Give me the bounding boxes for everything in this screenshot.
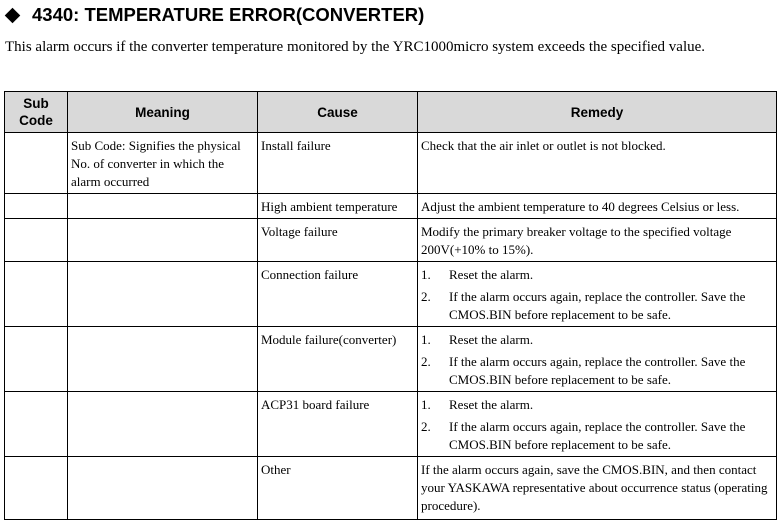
cause-cell: Module failure(converter) — [258, 327, 418, 392]
remedy-cell — [418, 392, 777, 457]
remedy-cell: If the alarm occurs again, save the CMOS.BIN, and then contact your YASKAWA representative about occurrence status (operating procedure). — [418, 457, 777, 520]
subcode-cell — [5, 262, 68, 327]
remedy-step — [421, 288, 772, 324]
step-number: 2. — [421, 354, 431, 369]
step-number: 1. — [421, 267, 431, 282]
cause-cell: High ambient temperature — [258, 194, 418, 219]
cause-cell: Connection failure — [258, 262, 418, 327]
cause-cell: ACP31 board failure — [258, 392, 418, 457]
step-text: If the alarm occurs again, replace the controller. Save the CMOS.BIN before replacement to be safe. — [449, 289, 746, 322]
diamond-bullet-icon — [5, 7, 21, 23]
table-row — [5, 327, 777, 392]
alarm-table — [4, 91, 777, 520]
subcode-cell — [5, 133, 68, 194]
remedy-cell — [418, 327, 777, 392]
header-subcode: Sub Code — [5, 92, 68, 133]
header-meaning: Meaning — [68, 92, 258, 133]
step-number: 2. — [421, 419, 431, 434]
step-text: Reset the alarm. — [449, 267, 534, 282]
table-row — [5, 457, 777, 520]
table-row — [5, 219, 777, 262]
table-row — [5, 194, 777, 219]
remedy-cell: Adjust the ambient temperature to 40 degrees Celsius or less. — [418, 194, 777, 219]
header-cause: Cause — [258, 92, 418, 133]
meaning-cell — [68, 392, 258, 457]
cause-cell: Install failure — [258, 133, 418, 194]
remedy-cell: Check that the air inlet or outlet is not blocked. — [418, 133, 777, 194]
subcode-cell — [5, 327, 68, 392]
cause-cell: Other — [258, 457, 418, 520]
meaning-cell — [68, 457, 258, 520]
step-text: If the alarm occurs again, replace the controller. Save the CMOS.BIN before replacement to be safe. — [449, 419, 746, 452]
remedy-steps — [421, 396, 772, 454]
remedy-cell — [418, 262, 777, 327]
subcode-cell — [5, 392, 68, 457]
step-number: 2. — [421, 289, 431, 304]
alarm-heading — [4, 3, 424, 27]
header-remedy: Remedy — [418, 92, 777, 133]
step-number: 1. — [421, 332, 431, 347]
remedy-step — [421, 396, 772, 414]
meaning-cell — [68, 219, 258, 262]
meaning-cell — [68, 194, 258, 219]
remedy-steps — [421, 331, 772, 389]
remedy-steps — [421, 266, 772, 324]
subcode-cell — [5, 457, 68, 520]
alarm-title: 4340: TEMPERATURE ERROR(CONVERTER) — [32, 4, 425, 25]
table-row — [5, 133, 777, 194]
step-text: Reset the alarm. — [449, 332, 534, 347]
meaning-cell — [68, 327, 258, 392]
remedy-step — [421, 266, 772, 284]
step-number: 1. — [421, 397, 431, 412]
remedy-step — [421, 331, 772, 349]
subcode-cell — [5, 194, 68, 219]
alarm-description: This alarm occurs if the converter temperature monitored by the YRC1000micro system exceeds the specified value. — [5, 39, 706, 55]
table-header-row — [5, 92, 777, 133]
meaning-cell: Sub Code: Signifies the physical No. of converter in which the alarm occurred — [68, 133, 258, 194]
remedy-cell: Modify the primary breaker voltage to the specified voltage 200V(+10% to 15%). — [418, 219, 777, 262]
remedy-step — [421, 418, 772, 454]
subcode-cell — [5, 219, 68, 262]
meaning-cell — [68, 262, 258, 327]
table-row — [5, 392, 777, 457]
step-text: Reset the alarm. — [449, 397, 534, 412]
step-text: If the alarm occurs again, replace the controller. Save the CMOS.BIN before replacement to be safe. — [449, 354, 746, 387]
cause-cell: Voltage failure — [258, 219, 418, 262]
remedy-step — [421, 353, 772, 389]
table-row — [5, 262, 777, 327]
